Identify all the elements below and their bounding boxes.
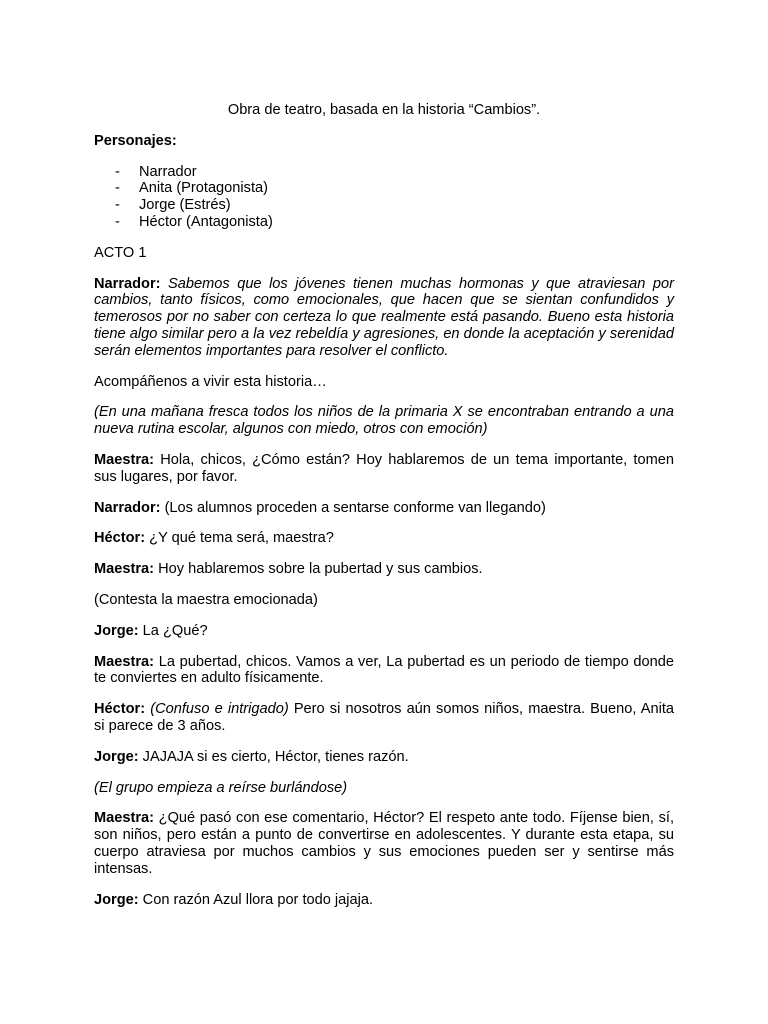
speaker-name: Narrador:	[94, 275, 161, 292]
document-title: Obra de teatro, basada en la historia “Cambios”.	[227, 102, 541, 118]
script-paragraph	[94, 749, 674, 766]
script-paragraph	[94, 654, 674, 688]
list-dash: -	[115, 213, 120, 230]
dialogue-text: Con razón Azul llora por todo jajaja.	[142, 891, 374, 908]
script-body	[94, 276, 674, 909]
list-dash: -	[115, 180, 120, 197]
speaker-name: Jorge:	[94, 748, 139, 765]
document-page	[94, 102, 674, 922]
speaker-name: Maestra:	[94, 451, 155, 468]
dialogue-text: Acompáñenos a vivir esta historia…	[94, 373, 327, 390]
characters-list	[94, 164, 674, 231]
script-paragraph	[94, 623, 674, 640]
dialogue-text: (Contesta la maestra emocionada)	[94, 591, 318, 608]
dialogue-text: ¿Qué pasó con ese comentario, Héctor? El respeto ante todo. Fíjense bien, sí, son niños, pero están a punto de convertirse en adolescentes. Y durante esta etapa, su cuerpo atraviesa por muchos cambios y sus emociones pueden ser y sentirse más intensas.	[94, 810, 674, 877]
dialogue-text: La pubertad, chicos. Vamos a ver, La pubertad es un periodo de tiempo donde te conviertes en adulto físicamente.	[94, 653, 674, 687]
dialogue-text: ¿Y qué tema será, maestra?	[149, 530, 334, 547]
list-dash: -	[115, 197, 120, 214]
script-paragraph	[94, 592, 674, 609]
speaker-name: Narrador:	[94, 499, 161, 516]
dialogue-text: Hola, chicos, ¿Cómo están? Hoy hablaremos de un tema importante, tomen sus lugares, por favor.	[94, 451, 674, 485]
character-name: Jorge (Estrés)	[139, 197, 231, 214]
character-item	[94, 214, 674, 231]
dialogue-text: (Los alumnos proceden a sentarse conforme van llegando)	[164, 499, 546, 516]
script-paragraph	[94, 810, 674, 877]
list-dash: -	[115, 163, 120, 180]
speaker-name: Héctor:	[94, 530, 146, 547]
script-paragraph	[94, 404, 674, 438]
script-paragraph	[94, 500, 674, 517]
speaker-name: Héctor:	[94, 701, 146, 718]
script-paragraph	[94, 452, 674, 486]
dialogue-text: Pero si nosotros aún somos niños, maestra. Bueno, Anita si parece de 3 años.	[94, 701, 674, 734]
dialogue-text: JAJAJA si es cierto, Héctor, tienes razón.	[142, 748, 409, 765]
speaker-name: Maestra:	[94, 810, 155, 827]
speaker-name: Maestra:	[94, 653, 155, 670]
stage-direction: Sabemos que los jóvenes tienen muchas hormonas y que atraviesan por cambios, tanto físicos, como emocionales, que hacen que se sientan confundidos y temerosos por no saber con certeza lo que realmente está pasando. Bueno esta historia tiene algo similar pero a la vez rebeldía y agresiones, en donde la aceptación y serenidad serán elementos importantes para resolver el conflicto.	[94, 275, 674, 359]
character-item	[94, 180, 674, 197]
speaker-name: Jorge:	[94, 622, 139, 639]
stage-direction: (En una mañana fresca todos los niños de la primaria X se encontraban entrando a una nueva rutina escolar, algunos con miedo, otros con emoción)	[94, 404, 674, 438]
speaker-name: Maestra:	[94, 561, 155, 578]
dialogue-text: La ¿Qué?	[142, 622, 208, 639]
act-label: ACTO 1	[94, 244, 147, 261]
script-paragraph	[94, 276, 674, 360]
character-item	[94, 197, 674, 214]
character-name: Narrador	[139, 163, 197, 180]
dialogue-text: Hoy hablaremos sobre la pubertad y sus cambios.	[158, 561, 483, 578]
script-paragraph	[94, 701, 674, 735]
stage-direction: (El grupo empieza a reírse burlándose)	[94, 779, 348, 796]
character-item	[94, 164, 674, 181]
script-paragraph	[94, 374, 674, 391]
stage-direction: (Confuso e intrigado)	[150, 701, 289, 718]
character-name: Héctor (Antagonista)	[139, 213, 273, 230]
script-paragraph	[94, 561, 674, 578]
script-paragraph	[94, 892, 674, 909]
script-paragraph	[94, 530, 674, 547]
script-paragraph	[94, 780, 674, 797]
character-name: Anita (Protagonista)	[139, 180, 268, 197]
speaker-name: Jorge:	[94, 891, 139, 908]
characters-heading: Personajes:	[94, 132, 177, 149]
